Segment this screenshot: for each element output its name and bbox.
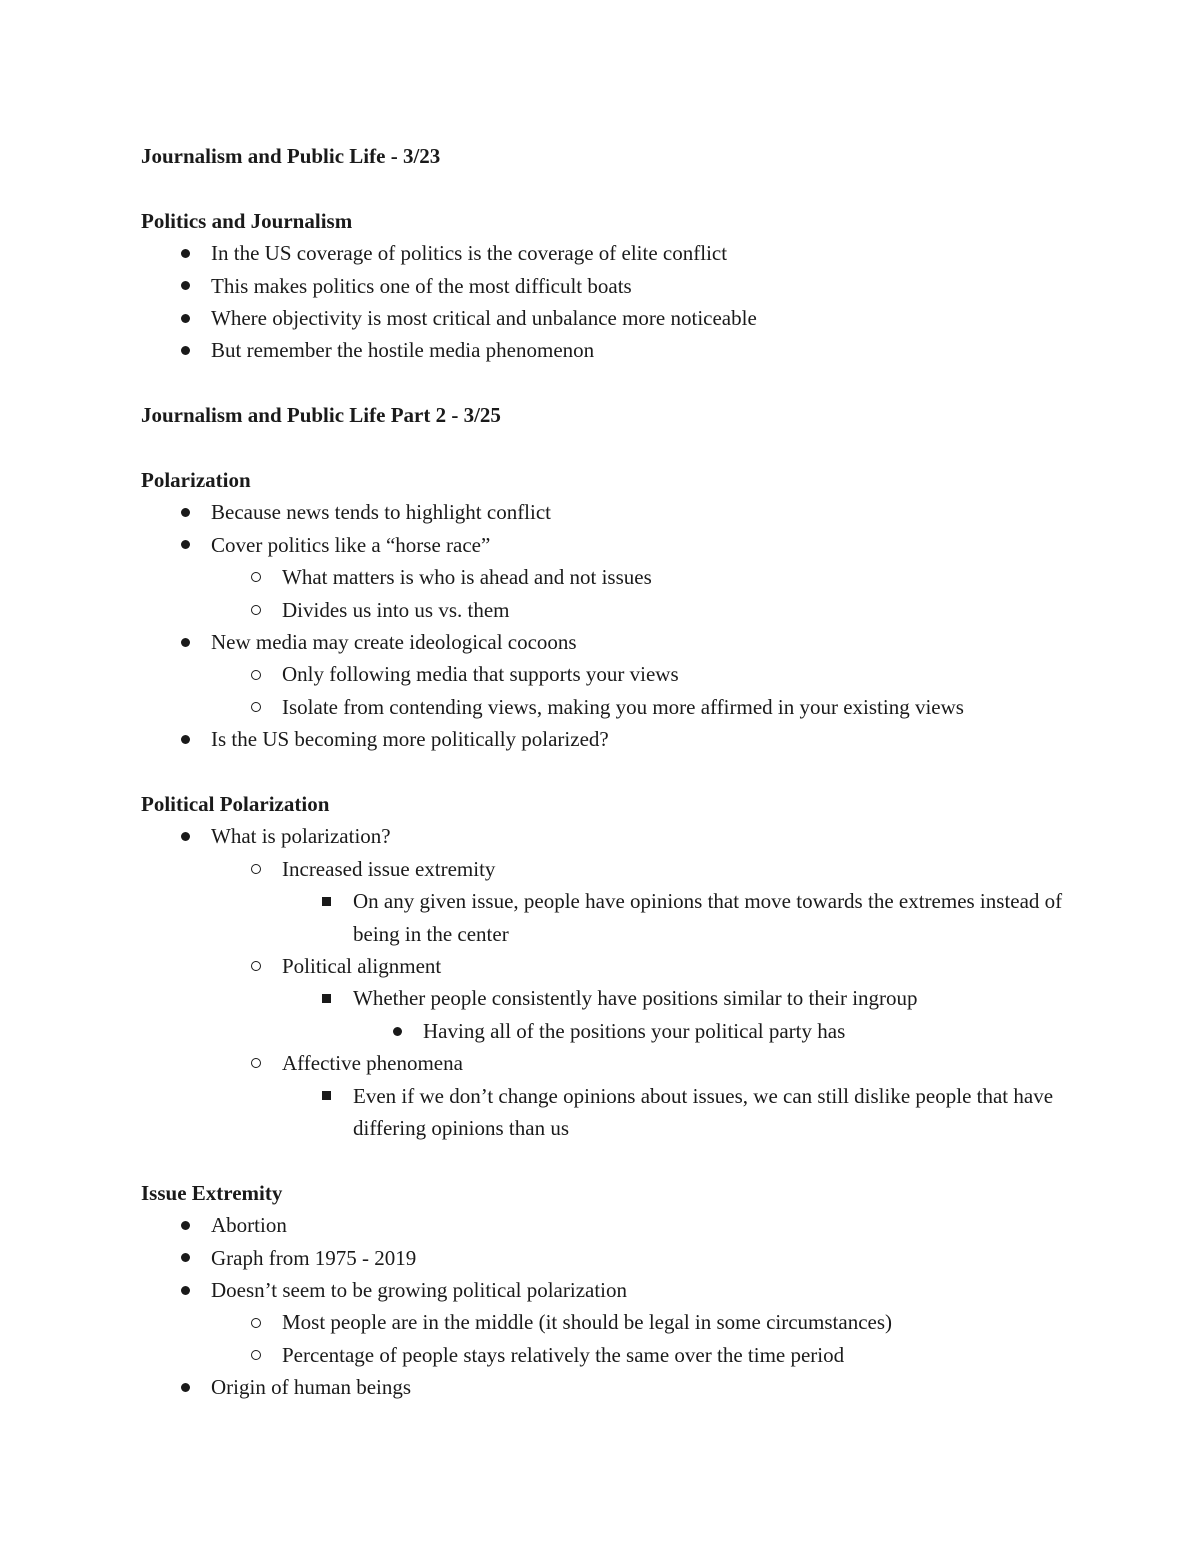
bullet-disc-icon — [181, 735, 190, 744]
list-item: Divides us into us vs. them — [141, 594, 1071, 626]
bullet-list — [141, 820, 1071, 1144]
bullet-disc-icon — [181, 638, 190, 647]
list-item: Where objectivity is most critical and unbalance more noticeable — [141, 302, 1071, 334]
bullet-circle-icon — [251, 572, 261, 582]
bullet-disc-icon — [181, 508, 190, 517]
list-item: Most people are in the middle (it should be legal in some circumstances) — [141, 1306, 1071, 1338]
bullet-list — [141, 1209, 1071, 1403]
list-item: Even if we don’t change opinions about issues, we can still dislike people that have differing opinions than us — [141, 1080, 1071, 1145]
bullet-circle-icon — [251, 702, 261, 712]
list-item: What matters is who is ahead and not issues — [141, 561, 1071, 593]
spacer — [141, 756, 1071, 788]
bullet-circle-icon — [251, 961, 261, 971]
list-item: Only following media that supports your views — [141, 658, 1071, 690]
section-heading-politics-journalism: Politics and Journalism — [141, 208, 353, 233]
list-item: Isolate from contending views, making you more affirmed in your existing views — [141, 691, 1071, 723]
list-item: Political alignment — [141, 950, 1071, 982]
list-item: Graph from 1975 - 2019 — [141, 1242, 1071, 1274]
bullet-square-icon — [322, 994, 331, 1003]
bullet-circle-icon — [251, 864, 261, 874]
bullet-list — [141, 496, 1071, 755]
list-item: What is polarization? — [141, 820, 1071, 852]
bullet-disc-icon — [181, 540, 190, 549]
bullet-disc-icon — [181, 314, 190, 323]
list-item: Percentage of people stays relatively the same over the time period — [141, 1339, 1071, 1371]
bullet-disc-icon — [181, 1221, 190, 1230]
lecture-title: Journalism and Public Life Part 2 - 3/25 — [141, 403, 501, 428]
spacer — [141, 367, 1071, 399]
section-heading-issue-extremity: Issue Extremity — [141, 1180, 283, 1205]
bullet-disc-icon — [181, 1286, 190, 1295]
list-item: Abortion — [141, 1209, 1071, 1241]
list-item: Cover politics like a “horse race” — [141, 529, 1071, 561]
bullet-disc-icon — [181, 346, 190, 355]
bullet-square-icon — [322, 1091, 331, 1100]
bullet-disc-icon — [181, 1253, 190, 1262]
bullet-disc-icon — [181, 1383, 190, 1392]
section-heading-political-polarization: Political Polarization — [141, 792, 330, 816]
lecture-title: Journalism and Public Life - 3/23 — [141, 144, 441, 168]
list-item: Is the US becoming more politically polarized? — [141, 723, 1071, 755]
bullet-square-icon — [322, 897, 331, 906]
list-item: Increased issue extremity — [141, 853, 1071, 885]
spacer — [141, 432, 1071, 464]
bullet-disc-icon — [181, 249, 190, 258]
list-item: This makes politics one of the most difficult boats — [141, 270, 1071, 302]
list-item: But remember the hostile media phenomenon — [141, 334, 1071, 366]
bullet-disc-icon — [181, 832, 190, 841]
list-item: On any given issue, people have opinions that move towards the extremes instead of being in the center — [141, 885, 1071, 950]
list-item: Doesn’t seem to be growing political polarization — [141, 1274, 1071, 1306]
bullet-circle-icon — [251, 1058, 261, 1068]
list-item: Origin of human beings — [141, 1371, 1071, 1403]
spacer — [141, 172, 1071, 204]
bullet-disc-icon — [393, 1027, 402, 1036]
list-item: In the US coverage of politics is the coverage of elite conflict — [141, 237, 1071, 269]
section-heading-polarization: Polarization — [141, 467, 251, 492]
list-item: Affective phenomena — [141, 1047, 1071, 1079]
bullet-circle-icon — [251, 670, 261, 680]
document-page — [141, 140, 1071, 1404]
bullet-list — [141, 237, 1071, 367]
spacer — [141, 1144, 1071, 1176]
list-item: New media may create ideological cocoons — [141, 626, 1071, 658]
list-item: Whether people consistently have positions similar to their ingroup — [141, 982, 1071, 1014]
bullet-disc-icon — [181, 281, 190, 290]
list-item: Because news tends to highlight conflict — [141, 496, 1071, 528]
bullet-circle-icon — [251, 605, 261, 615]
list-item: Having all of the positions your political party has — [141, 1015, 1071, 1047]
bullet-circle-icon — [251, 1350, 261, 1360]
bullet-circle-icon — [251, 1318, 261, 1328]
